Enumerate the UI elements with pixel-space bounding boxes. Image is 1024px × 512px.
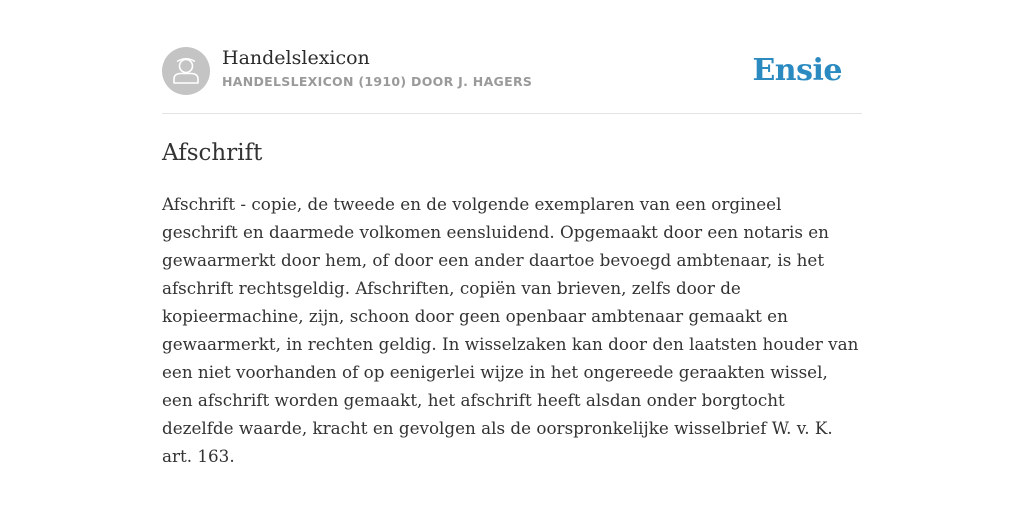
article-line: gewaarmerkt door hem, of door een ander daartoe bevoegd ambtenaar, is het	[162, 250, 825, 270]
article-line: geschrift en daarmede volkomen eensluidend. Opgemaakt door een notaris en	[162, 222, 829, 242]
article-title: Afschrift	[162, 140, 263, 166]
article-line: gewaarmerkt, in rechten geldig. In wisselzaken kan door den laatsten houder van	[162, 334, 859, 354]
article-line: kopieermachine, zijn, schoon door geen openbaar ambtenaar gemaakt en	[162, 306, 788, 326]
article-line: een afschrift worden gemaakt, het afschrift heeft alsdan onder borgtocht	[162, 390, 785, 410]
article-line: dezelfde waarde, kracht en gevolgen als de oorspronkelijke wisselbrief W. v. K.	[162, 418, 833, 438]
article-line: Afschrift - copie, de tweede en de volgende exemplaren van een orgineel	[162, 194, 782, 214]
article-body	[162, 190, 862, 470]
header-divider	[162, 113, 862, 114]
source-name[interactable]: Handelslexicon	[222, 47, 370, 69]
source-subtitle: HANDELSLEXICON (1910) DOOR J. HAGERS	[222, 74, 533, 89]
user-icon[interactable]	[162, 47, 210, 95]
article-line: een niet voorhanden of op eenigerlei wijze in het ongereede geraakten wissel,	[162, 362, 828, 382]
brand-logo[interactable]: Ensie	[752, 53, 842, 88]
article-line: art. 163.	[162, 446, 235, 466]
source-header	[162, 46, 862, 96]
article-line: afschrift rechtsgeldig. Afschriften, copiën van brieven, zelfs door de	[162, 278, 741, 298]
